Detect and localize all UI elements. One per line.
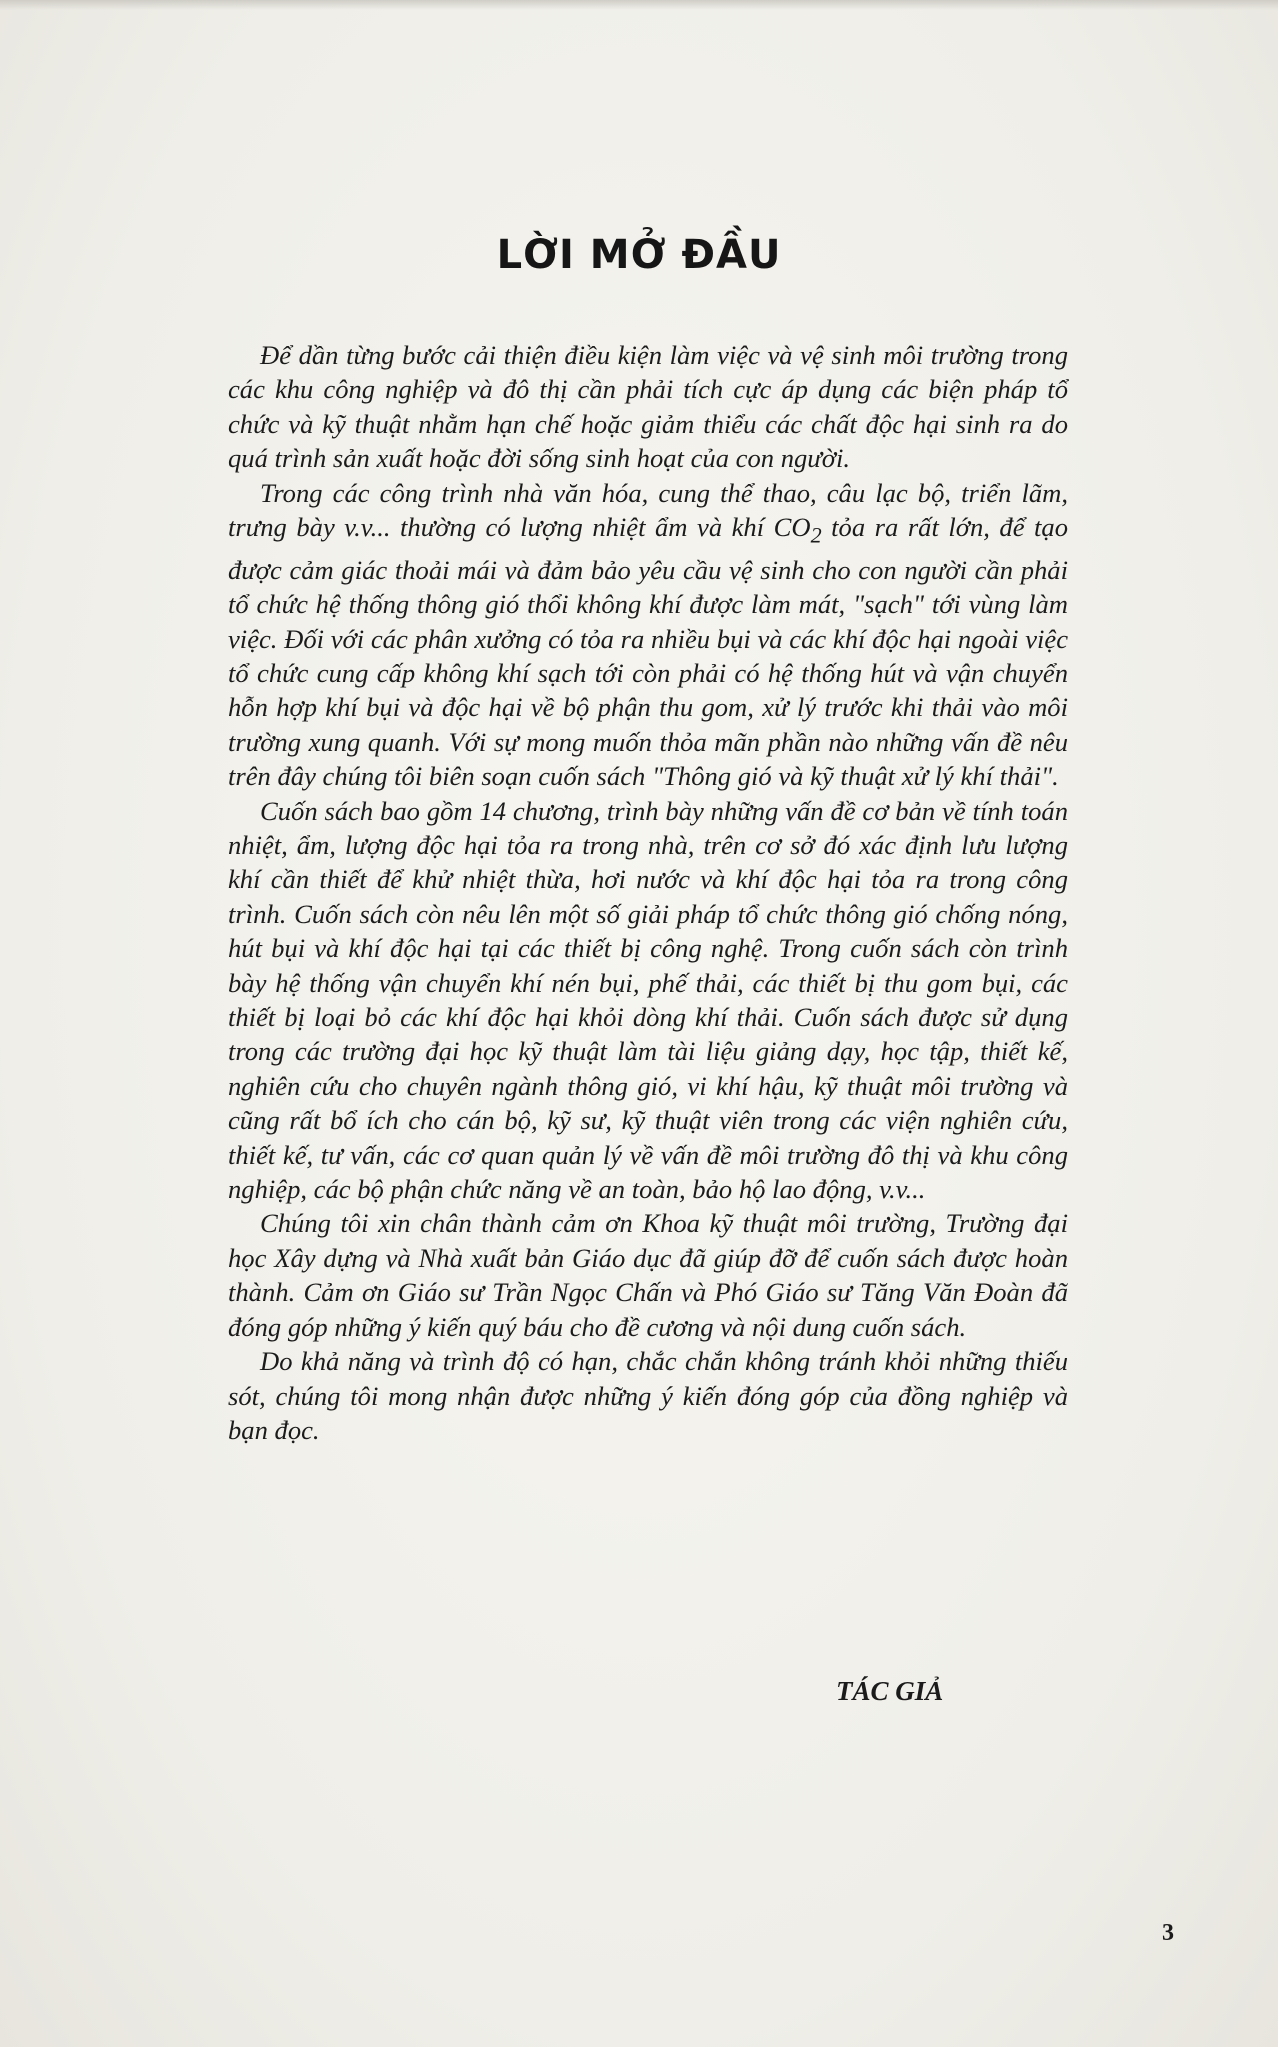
paragraph-1: Để dần từng bước cải thiện điều kiện làm việc và vệ sinh môi trường trong các khu công nghiệp và đô thị cần phải tích cực áp dụng các biện pháp tổ chức và kỹ thuật nhằm hạn chế hoặc giảm thiểu các chất độc hại sinh ra do quá trình sản xuất hoặc đời sống sinh hoạt của con người. [228, 340, 1068, 474]
paragraph-3: Cuốn sách bao gồm 14 chương, trình bày những vấn đề cơ bản về tính toán nhiệt, ẩm, lượng độc hại tỏa ra trong nhà, trên cơ sở đó xác định lưu lượng khí cần thiết để khử nhiệt thừa, hơi nước và khí độc hại tỏa ra trong công trình. Cuốn sách còn nêu lên một số giải pháp tổ chức thông gió chống nóng, hút bụi và khí độc hại tại các thiết bị công nghệ. Trong cuốn sách còn trình bày hệ thống vận chuyển khí nén bụi, phế thải, các thiết bị thu gom bụi, các thiết bị loại bỏ các khí độc hại khỏi dòng khí thải. Cuốn sách được sử dụng trong các trường đại học kỹ thuật làm tài liệu giảng dạy, học tập, thiết kế, nghiên cứu cho chuyên ngành thông gió, vi khí hậu, kỹ thuật môi trường và cũng rất bổ ích cho cán bộ, kỹ sư, kỹ thuật viên trong các viện nghiên cứu, thiết kế, tư vấn, các cơ quan quản lý về vấn đề môi trường đô thị và khu công nghiệp, các bộ phận chức năng về an toàn, bảo hộ lao động, v.v... [228, 795, 1068, 1205]
page-title: LỜI MỞ ĐẦU [496, 232, 782, 278]
paragraph-2 [228, 476, 1068, 794]
paragraph-2-part-1: Trong các công trình nhà văn hóa, cung thể thao, câu lạc bộ, triển lãm, trưng bày v.v... thường có lượng nhiệt ẩm và khí CO [228, 477, 1068, 543]
paragraph-5: Do khả năng và trình độ có hạn, chắc chắn không tránh khỏi những thiếu sót, chúng tôi mong nhận được những ý kiến đóng góp của đồng nghiệp và bạn đọc. [228, 1346, 1068, 1445]
paragraph-4: Chúng tôi xin chân thành cảm ơn Khoa kỹ thuật môi trường, Trường đại học Xây dựng và Nhà xuất bản Giáo dục đã giúp đỡ để cuốn sách được hoàn thành. Cảm ơn Giáo sư Trần Ngọc Chấn và Phó Giáo sư Tăng Văn Đoàn đã đóng góp những ý kiến quý báu cho đề cương và nội dung cuốn sách. [228, 1208, 1068, 1342]
co2-subscript: 2 [810, 522, 822, 548]
author-signature: TÁC GIẢ [836, 1676, 944, 1706]
preface-body [228, 338, 1068, 1447]
paragraph-2-part-2: tỏa ra rất lớn, để tạo được cảm giác thoải mái và đảm bảo yêu cầu vệ sinh cho con người cần phải tổ chức hệ thống thông gió thổi không khí được làm mát, "sạch" tới vùng làm việc. Đối với các phân xưởng có tỏa ra nhiều bụi và các khí độc hại ngoài việc tổ chức cung cấp không khí sạch tới còn phải có hệ thống hút và vận chuyển hỗn hợp khí bụi và độc hại về bộ phận thu gom, xử lý trước khi thải vào môi trường xung quanh. Với sự mong muốn thỏa mãn phần nào những vấn đề nêu trên đây chúng tôi biên soạn cuốn sách "Thông gió và kỹ thuật xử lý khí thải". [228, 512, 1068, 792]
page-top-edge [0, 0, 1278, 10]
page-number: 3 [1162, 1920, 1174, 1946]
